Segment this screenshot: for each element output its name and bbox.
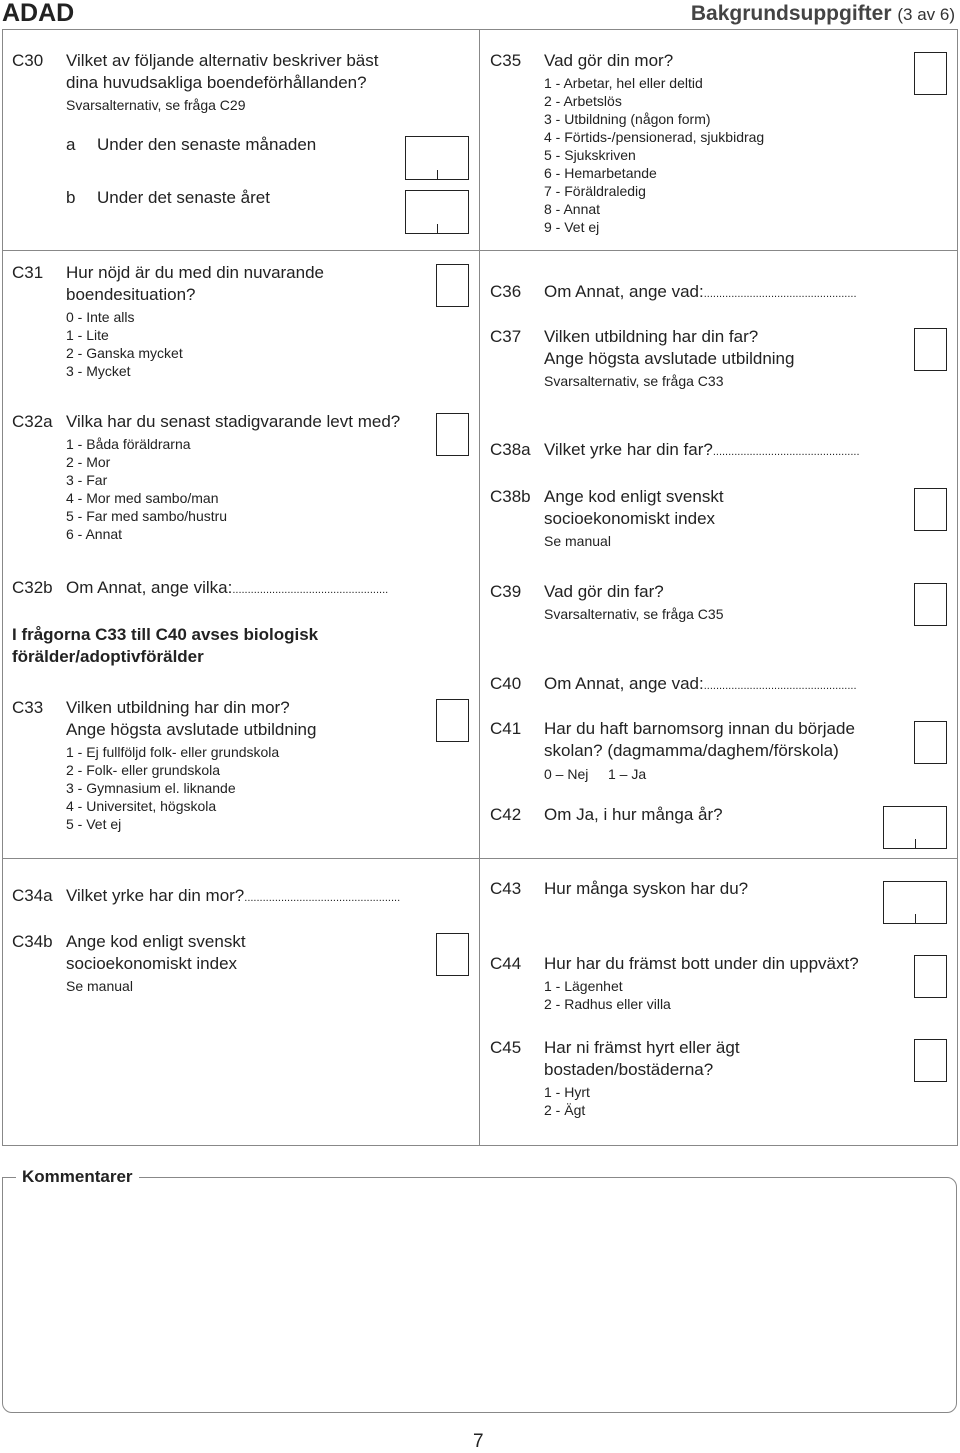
- c31-option: 1 - Lite: [66, 327, 109, 343]
- c41-option-yes: 1 – Ja: [608, 766, 647, 782]
- question-id-c44: C44: [490, 954, 522, 973]
- c38b-answer-box[interactable]: [914, 488, 947, 531]
- c32a-option: 2 - Mor: [66, 454, 111, 470]
- question-id-c38b: C38b: [490, 487, 531, 506]
- question-id-c40: C40: [490, 674, 522, 693]
- c35-option: 4 - Förtids-/pensionerad, sjukbidrag: [544, 129, 765, 145]
- question-c40-text: Om Annat, ange vad:: [544, 674, 704, 693]
- c44-option: 2 - Radhus eller villa: [544, 996, 671, 1012]
- question-c38b-text-2: socioekonomiskt index: [544, 509, 716, 528]
- section-title-text: Bakgrundsuppgifter: [690, 2, 892, 25]
- question-c30-text-2: dina huvudsakliga boendeförhållanden?: [66, 73, 367, 92]
- question-id-c45: C45: [490, 1038, 522, 1057]
- question-c33-text: Vilken utbildning har din mor?: [66, 698, 290, 717]
- c31-option: 3 - Mycket: [66, 363, 131, 379]
- question-c32b: [66, 577, 388, 601]
- question-id-c36: C36: [490, 282, 522, 301]
- question-c34b-note: Se manual: [66, 978, 133, 994]
- c35-option: 9 - Vet ej: [544, 219, 600, 235]
- c35-answer-box[interactable]: [914, 52, 947, 95]
- c41-answer-box[interactable]: [914, 721, 947, 764]
- section-note-line2: förälder/adoptivförälder: [12, 647, 204, 666]
- question-id-c34b: C34b: [12, 932, 53, 951]
- question-c36: [544, 281, 857, 305]
- c33-option: 1 - Ej fullföljd folk- eller grundskola: [66, 744, 280, 760]
- comments-box[interactable]: [2, 1177, 957, 1413]
- bottom-border: [2, 1145, 958, 1146]
- column-divider: [479, 29, 480, 1145]
- c39-answer-box[interactable]: [914, 583, 947, 626]
- c30-b-digit-divider: [437, 224, 438, 234]
- c35-option: 2 - Arbetslös: [544, 93, 622, 109]
- question-id-c37: C37: [490, 327, 522, 346]
- c40-answer-line[interactable]: ..................................................: [703, 680, 857, 692]
- question-id-c41: C41: [490, 719, 522, 738]
- question-c30-text: Vilket av följande alternativ beskriver bäst: [66, 51, 379, 70]
- question-c31-text-2: boendesituation?: [66, 285, 196, 304]
- c36-answer-line[interactable]: ..................................................: [703, 288, 857, 300]
- c42-digit-divider: [915, 839, 916, 849]
- question-c32a-text: Vilka har du senast stadigvarande levt med?: [66, 412, 401, 431]
- question-c41-text-2: skolan? (dagmamma/daghem/förskola): [544, 741, 839, 760]
- c30-b-letter: b: [66, 188, 76, 207]
- question-c38b-text: Ange kod enligt svenskt: [544, 487, 724, 506]
- c30-b-text: Under det senaste året: [97, 188, 270, 207]
- question-c35-text: Vad gör din mor?: [544, 51, 674, 70]
- c30-a-letter: a: [66, 135, 76, 154]
- question-id-c32a: C32a: [12, 412, 53, 431]
- question-id-c39: C39: [490, 582, 522, 601]
- c31-option: 2 - Ganska mycket: [66, 345, 183, 361]
- c32b-answer-line[interactable]: ...................................................: [232, 584, 389, 596]
- c34a-answer-line[interactable]: ...................................................: [244, 892, 401, 904]
- c33-answer-box[interactable]: [436, 699, 469, 742]
- question-c34b-text-2: socioekonomiskt index: [66, 954, 238, 973]
- c34b-answer-box[interactable]: [436, 933, 469, 976]
- question-c34a: [66, 885, 400, 909]
- question-id-c33: C33: [12, 698, 44, 717]
- question-c38a-text: Vilket yrke har din far?: [544, 440, 713, 459]
- question-c45-text: Har ni främst hyrt eller ägt: [544, 1038, 740, 1057]
- c32a-option: 6 - Annat: [66, 526, 123, 542]
- question-c37-text: Vilken utbildning har din far?: [544, 327, 759, 346]
- question-c39-text: Vad gör din far?: [544, 582, 664, 601]
- c38a-answer-line[interactable]: ................................................: [712, 446, 860, 458]
- c32a-option: 1 - Båda föräldrarna: [66, 436, 191, 452]
- c35-option: 5 - Sjukskriven: [544, 147, 636, 163]
- question-c34b-text: Ange kod enligt svenskt: [66, 932, 246, 951]
- divider-c34: [2, 858, 958, 859]
- c30-a-digit-divider: [437, 170, 438, 180]
- divider-c30: [2, 250, 958, 251]
- top-border: [2, 29, 958, 30]
- c33-option: 5 - Vet ej: [66, 816, 122, 832]
- question-c31-text: Hur nöjd är du med din nuvarande: [66, 263, 324, 282]
- c33-option: 3 - Gymnasium el. liknande: [66, 780, 236, 796]
- question-id-c43: C43: [490, 879, 522, 898]
- c45-answer-box[interactable]: [914, 1039, 947, 1082]
- right-border: [957, 29, 958, 1145]
- question-id-c42: C42: [490, 805, 522, 824]
- c43-digit-divider: [915, 914, 916, 924]
- c44-answer-box[interactable]: [914, 955, 947, 998]
- question-c42-text: Om Ja, i hur många år?: [544, 805, 723, 824]
- question-c43-text: Hur många syskon har du?: [544, 879, 749, 898]
- c35-option: 8 - Annat: [544, 201, 601, 217]
- c45-option: 2 - Ägt: [544, 1102, 586, 1118]
- c33-option: 4 - Universitet, högskola: [66, 798, 217, 814]
- question-c30-note: Svarsalternativ, se fråga C29: [66, 97, 246, 113]
- c32a-option: 3 - Far: [66, 472, 108, 488]
- question-id-c38a: C38a: [490, 440, 531, 459]
- question-c38b-note: Se manual: [544, 533, 611, 549]
- question-c38a: [544, 439, 860, 463]
- section-note-line1: I frågorna C33 till C40 avses biologisk: [12, 625, 319, 644]
- section-page-count: (3 av 6): [897, 5, 955, 24]
- question-id-c35: C35: [490, 51, 522, 70]
- question-c32b-text: Om Annat, ange vilka:: [66, 578, 233, 597]
- question-id-c30: C30: [12, 51, 44, 70]
- c37-answer-box[interactable]: [914, 328, 947, 371]
- question-c44-text: Hur har du främst bott under din uppväxt?: [544, 954, 859, 973]
- c33-option: 2 - Folk- eller grundskola: [66, 762, 221, 778]
- form-title: ADAD: [2, 0, 75, 27]
- left-border: [2, 29, 3, 1145]
- question-id-c31: C31: [12, 263, 44, 282]
- section-title: [691, 0, 955, 29]
- question-c36-text: Om Annat, ange vad:: [544, 282, 704, 301]
- c30-a-text: Under den senaste månaden: [97, 135, 317, 154]
- page-number: 7: [473, 1431, 484, 1452]
- question-c37-note: Svarsalternativ, se fråga C33: [544, 373, 724, 389]
- c32a-option: 5 - Far med sambo/hustru: [66, 508, 228, 524]
- c32a-answer-box[interactable]: [436, 413, 469, 456]
- c41-option-no: 0 – Nej: [544, 766, 589, 782]
- c32a-option: 4 - Mor med sambo/man: [66, 490, 219, 506]
- question-id-c34a: C34a: [12, 886, 53, 905]
- c31-answer-box[interactable]: [436, 264, 469, 307]
- c35-option: 7 - Föräldraledig: [544, 183, 646, 199]
- c35-option: 6 - Hemarbetande: [544, 165, 657, 181]
- question-c45-text-2: bostaden/bostäderna?: [544, 1060, 714, 1079]
- question-c39-note: Svarsalternativ, se fråga C35: [544, 606, 724, 622]
- question-c34a-text: Vilket yrke har din mor?: [66, 886, 245, 905]
- question-c40: [544, 673, 857, 697]
- comments-label: Kommentarer: [16, 1166, 139, 1188]
- c45-option: 1 - Hyrt: [544, 1084, 590, 1100]
- c35-option: 3 - Utbildning (någon form): [544, 111, 711, 127]
- question-c41-text: Har du haft barnomsorg innan du började: [544, 719, 855, 738]
- c35-option: 1 - Arbetar, hel eller deltid: [544, 75, 703, 91]
- question-c37-text-2: Ange högsta avslutade utbildning: [544, 349, 795, 368]
- c31-option: 0 - Inte alls: [66, 309, 135, 325]
- c44-option: 1 - Lägenhet: [544, 978, 623, 994]
- question-id-c32b: C32b: [12, 578, 53, 597]
- question-c33-text-2: Ange högsta avslutade utbildning: [66, 720, 317, 739]
